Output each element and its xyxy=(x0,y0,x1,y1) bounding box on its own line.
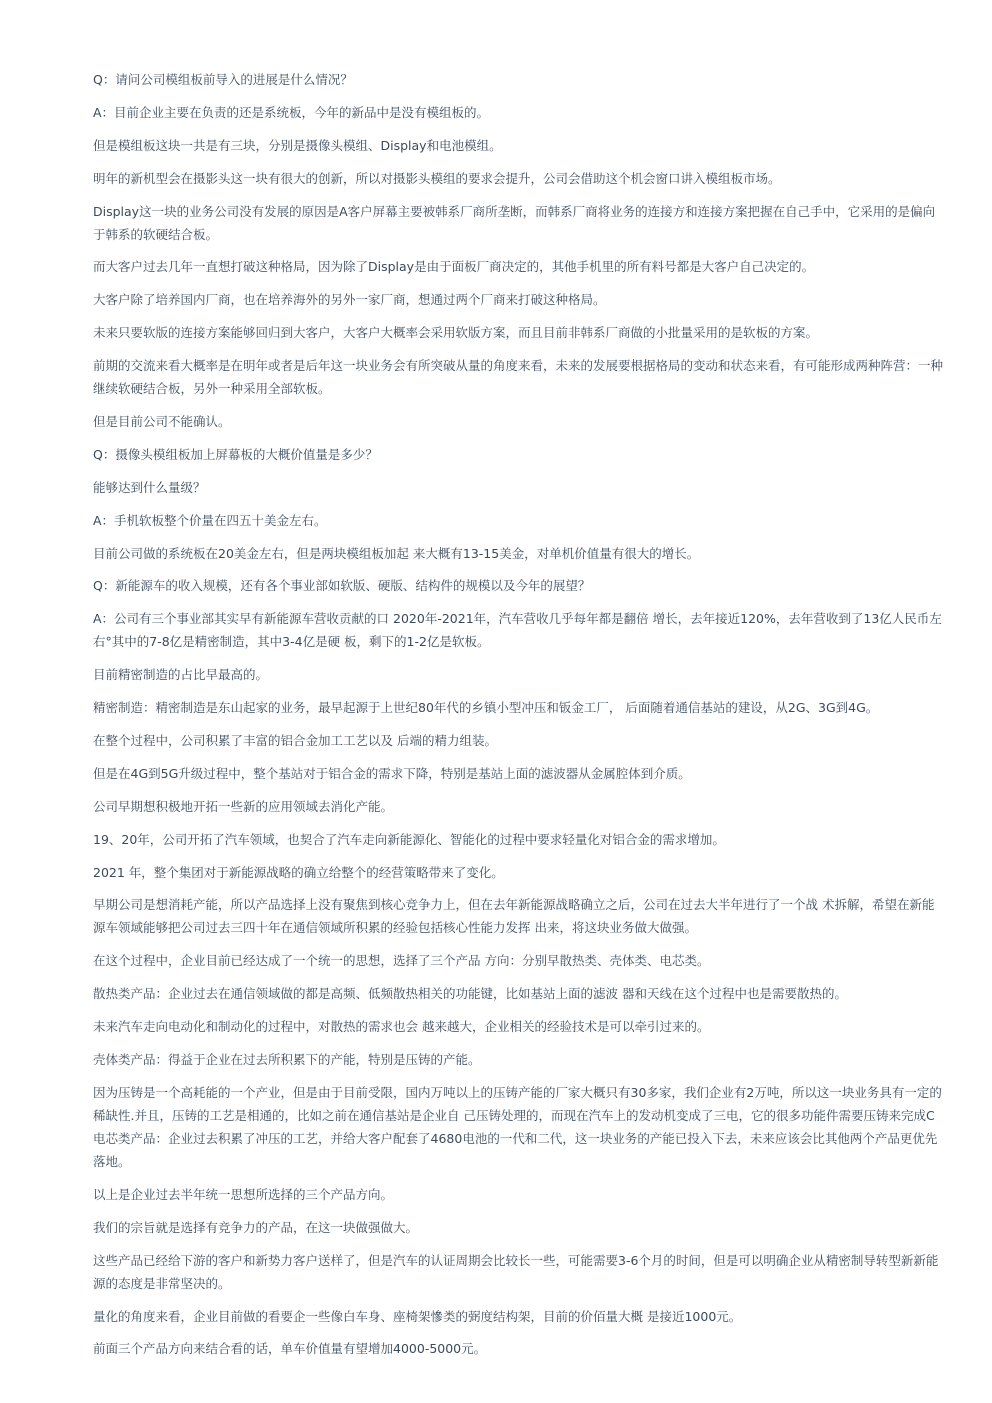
paragraph: 在整个过程中，公司积累了丰富的铝合金加工工艺以及 后端的精力组装。 xyxy=(93,733,497,749)
paragraph: 而大客户过去几年一直想打破这种格局，因为除了Display是由于面板厂商决定的，其他手机里的所有料号都是大客户自己决定的。 xyxy=(93,259,815,275)
paragraph: 但是模组板这块一共是有三块，分别是摄像头模组、Display和电池模组。 xyxy=(93,137,502,153)
paragraph: 19、20年，公司开拓了汽车领域，也契合了汽车走向新能源化、智能化的过程中要求轻量化对铝合金的需求增加。 xyxy=(93,831,725,847)
paragraph: 前面三个产品方向来结合看的话，单车价值量有望增加4000-5000元。 xyxy=(93,1341,487,1357)
paragraph: 但是目前公司不能确认。 xyxy=(93,414,231,430)
paragraph: 未来汽车走向电动化和制动化的过程中，对散热的需求也会 越来越大，企业相关的经验技术是可以牵引过来的。 xyxy=(93,1019,710,1035)
paragraph: 能够达到什么量级？ xyxy=(93,479,206,495)
document-body xyxy=(93,68,945,1370)
paragraph: 公司早期想积极地开拓一些新的应用领域去消化产能。 xyxy=(93,798,394,814)
paragraph: A：手机软板整个价量在四五十美金左右。 xyxy=(93,512,327,528)
paragraph: 这些产品已经给下游的客户和新势力客户送样了，但是汽车的认证周期会比较长一些，可能需要3-6个月的时间，但是可以明确企业从精密制导转型新新能源的态度是非常坚决的。 xyxy=(93,1252,939,1291)
paragraph: 未来只要软版的连接方案能够回归到大客户，大客户大概率会采用软版方案，而且目前非韩系厂商做的小批量采用的是软板的方案。 xyxy=(93,325,819,341)
paragraph: 我们的宗旨就是选择有竞争力的产品，在这一块做强做大。 xyxy=(93,1219,419,1235)
paragraph: 因为压铸是一个高耗能的一个产业，但是由于目前受限，国内万吨以上的压铸产能的厂家大概只有30多家，我们企业有2万吨，所以这一块业务具有一定的稀缺性.并且，压铸的工艺是相通的，比如之前在通信基站是企业自 己压铸处理的，而现在汽车上的发动机变成了三电，它的很多功能件需要压铸来完成C电芯类产品：企业过去积累了冲压的工艺，并给大客户配套了4680电池的一代和二代，这一块业务的产能已投入下去，未来应该会比其他两个产品更优先落地。 xyxy=(93,1084,942,1169)
paragraph: Display这一块的业务公司没有发展的原因是A客户屏幕主要被韩系厂商所垄断，而韩系厂商将业务的连接方和连接方案把握在自己手中，它采用的是偏向于韩系的软硬结合板。 xyxy=(93,203,936,242)
paragraph: Q：摄像头模组板加上屏幕板的大概价值量是多少？ xyxy=(93,446,378,462)
paragraph: Q：新能源车的收入规模，还有各个事业部如软版、硬版、结构件的规模以及今年的展望？ xyxy=(93,578,591,594)
paragraph: 早期公司是想消耗产能，所以产品选择上没有聚焦到核心竞争力上，但在去年新能源战略确立之后，公司在过去大半年进行了一个战 术拆解，希望在新能源车领域能够把公司过去三四十年在通信领域所积累的经验包括核心性能力发挥 出来，将这块业务做大做强。 xyxy=(93,897,935,936)
paragraph: 以上是企业过去半年统一思想所选择的三个产品方向。 xyxy=(93,1186,394,1202)
paragraph: 明年的新机型会在摄影头这一块有很大的创新，所以对摄影头模组的要求会提升，公司会借助这个机会窗口讲入模组板市场。 xyxy=(93,170,781,186)
paragraph: 但是在4G到5G升级过程中，整个基站对于铝合金的需求下降，特别是基站上面的滤波器从金属腔体到介质。 xyxy=(93,765,691,781)
paragraph: 量化的角度来看，企业目前做的看要企一些像白车身、座椅架慘类的弼度结构架，目前的价佰量大概 是接近1000元。 xyxy=(93,1308,742,1324)
paragraph: 目前精密制造的占比早最高的。 xyxy=(93,667,269,683)
paragraph: A：目前企业主要在负责的还是系统板，今年的新品中是没有模组板的。 xyxy=(93,104,490,120)
paragraph: 大客户除了培养国内厂商，也在培养海外的另外一家厂商，想通过两个厂商来打破这种格局。 xyxy=(93,292,606,308)
paragraph: 壳体类产品：得益于企业在过去所积累下的产能，特别是压铸的产能。 xyxy=(93,1052,481,1068)
paragraph: 散热类产品：企业过去在通信领域做的都是高频、低频散热相关的功能键，比如基站上面的滤波 器和天线在这个过程中也是需要散热的。 xyxy=(93,986,847,1002)
paragraph: 2021 年，整个集团对于新能源战略的确立给整个的经营策略带来了变化。 xyxy=(93,864,504,880)
paragraph: 前期的交流来看大概率是在明年或者是后年这一块业务会有所突破从量的角度来看，未来的发展要根据格局的变动和状态来看，有可能形成两种阵营：一种继续软硬结合板，另外一种采用全部软板。 xyxy=(93,358,944,397)
paragraph: A：公司有三个事业部其实早有新能源车营收贡献的口 2020年-2021年，汽车营收几乎每年都是翻倍 增长，去年接近120%，去年营收到了13亿人民币左右°其中的7-8亿是精密制造，其中3-4亿是硬 板，剩下的1-2亿是软板。 xyxy=(93,611,942,650)
paragraph: 在这个过程中，企业目前已经达成了一个统一的思想，选择了三个产品 方向：分别早散热类、壳体类、电芯类。 xyxy=(93,953,710,969)
paragraph: 目前公司做的系统板在20美金左右，但是两块模组板加起 来大概有13-15美金，对单机价值量有很大的增长。 xyxy=(93,545,700,561)
paragraph: 精密制造：精密制造是东山起家的业务，最早起源于上世纪80年代的乡镇小型冲压和钣金工厂， 后面随着通信基站的建设，从2G、3G到4G。 xyxy=(93,700,879,716)
paragraph: Q：请问公司模组板前导入的进展是什么情况？ xyxy=(93,72,353,87)
